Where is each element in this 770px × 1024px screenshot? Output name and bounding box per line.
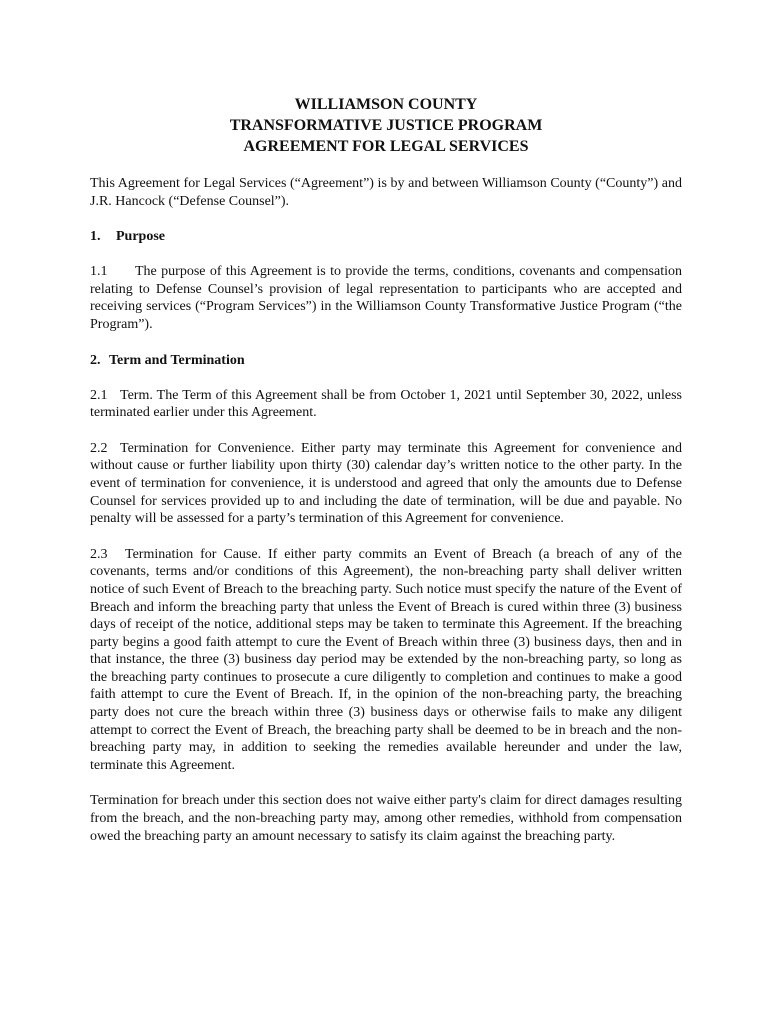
section-2-heading xyxy=(90,352,682,370)
section-1-title: Purpose xyxy=(116,229,165,245)
paragraph-2-2 xyxy=(90,440,682,528)
section-2-number: 2. xyxy=(90,352,101,368)
paragraph-2-1 xyxy=(90,387,682,422)
paragraph-1-1 xyxy=(90,263,682,333)
intro-paragraph: This Agreement for Legal Services (“Agreement”) is by and between Williamson County (“County”) and J.R. Hancock (“Defense Counsel”). xyxy=(90,176,682,209)
paragraph-2-1-text: Term. The Term of this Agreement shall be from October 1, 2021 until September 30, 2022, unless terminated earlier under this Agreement. xyxy=(90,387,682,421)
paragraph-1-1-text: The purpose of this Agreement is to provide the terms, conditions, covenants and compensation relating to Defense Counsel’s provision of legal representation to participants who are accepted and receiving services (“Program Services”) in the Williamson County Transformative Justice Program (“the Program”). xyxy=(90,264,682,332)
title-line-county: WILLIAMSON COUNTY xyxy=(294,96,478,113)
title-line-agreement: AGREEMENT FOR LEGAL SERVICES xyxy=(243,138,529,155)
paragraph-2-2-text: Termination for Convenience. Either party may terminate this Agreement for convenience and without cause or further liability upon thirty (30) calendar day’s written notice to the other party. In the event of termination for convenience, it is understood and agreed that only the amounts due to Defense Counsel for services provided up to and including the date of termination, will be due and payable. No penalty will be assessed for a party’s termination of this Agreement for convenience. xyxy=(90,440,682,527)
section-1-number: 1. xyxy=(90,229,101,245)
paragraph-2-2-number: 2.2 xyxy=(90,440,108,456)
section-2-title: Term and Termination xyxy=(109,352,245,368)
paragraph-2-3 xyxy=(90,546,682,775)
paragraph-2-3-text: Termination for Cause. If either party commits an Event of Breach (a breach of any of the covenants, terms and/or conditions of this Agreement), the non-breaching party shall deliver written notice of such Event of Breach to the breaching party. Such notice must specify the nature of the Event of Breach and inform the breaching party that unless the Event of Breach is cured within three (3) business days of receipt of the notice, additional steps may be taken to terminate this Agreement. If the breaching party begins a good faith attempt to cure the Event of Breach within three (3) business days, then and in that instance, the three (3) business day period may be extended by the non-breaching party, so long as the breaching party continues to prosecute a cure diligently to completion and continues to make a good faith attempt to cure the Event of Breach. If, in the opinion of the non-breaching party, the breaching party does not cure the breach within three (3) business days or otherwise fails to make any diligent attempt to correct the Event of Breach, the breaching party shall be deemed to be in breach and the non-breaching party may, in addition to seeking the remedies available hereunder and under the law, terminate this Agreement. xyxy=(90,546,682,773)
paragraph-2-1-number: 2.1 xyxy=(90,387,108,403)
document-title xyxy=(90,94,682,157)
paragraph-1-1-number: 1.1 xyxy=(90,264,108,280)
title-line-program: TRANSFORMATIVE JUSTICE PROGRAM xyxy=(229,117,543,134)
paragraph-2-3-breach-note: Termination for breach under this section does not waive either party's claim for direct damages resulting from the breach, and the non-breaching party may, among other remedies, withhold from compensation owed the breaching party an amount necessary to satisfy its claim against the breaching party. xyxy=(90,793,682,844)
paragraph-2-3-number: 2.3 xyxy=(90,546,108,562)
document-page xyxy=(90,94,682,863)
section-1-heading xyxy=(90,228,682,246)
